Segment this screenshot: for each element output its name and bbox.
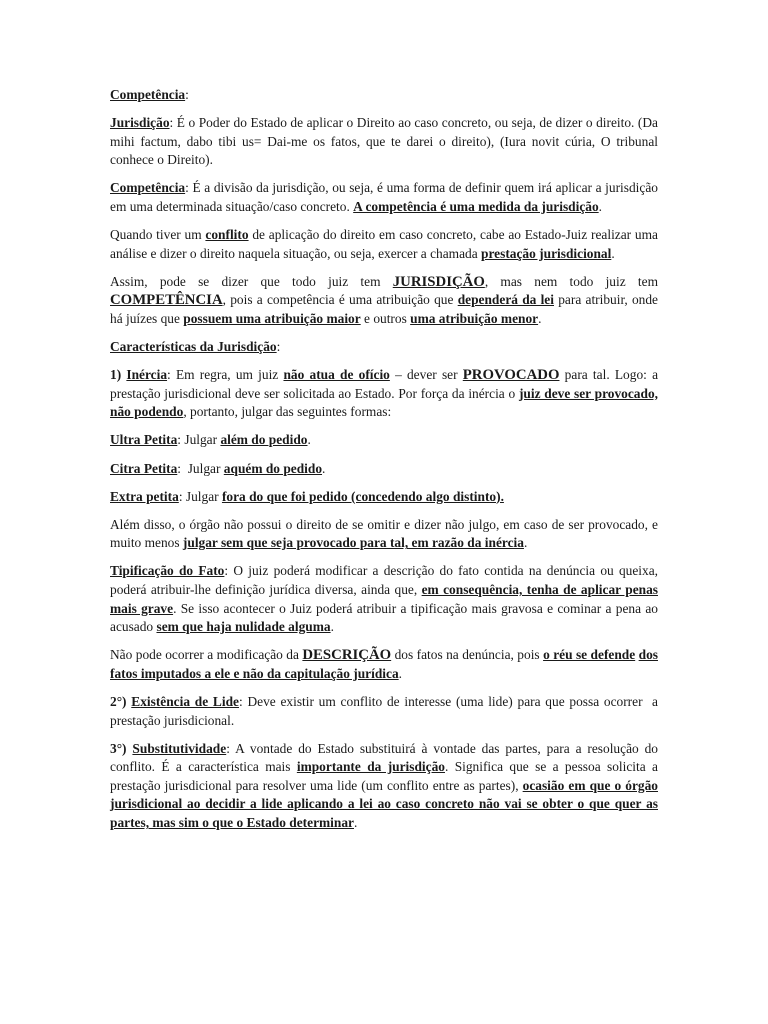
- emphasis: em consequência, tenha de aplicar penas mais grave: [110, 581, 658, 616]
- text: dos fatos na denúncia, pois: [391, 647, 544, 663]
- text: Não pode ocorrer a modificação da: [110, 647, 303, 663]
- emphasis: juiz deve ser provocado, não podendo: [110, 385, 658, 420]
- emphasis: dependerá da lei: [457, 292, 554, 308]
- item-number: 3°): [110, 740, 133, 756]
- text: Além disso, o órgão não possui o direito de se omitir e dizer não julgo, em caso de ser provocado, e muito menos: [110, 516, 658, 551]
- emphasis: ocasião em que o órgão jurisdicional ao decidir a lide aplicando a lei ao caso concreto não vai se obter o que quer as partes, mas sim o que o Estado determinar: [110, 777, 658, 830]
- page-title: Competência: [110, 87, 186, 102]
- item-number: 1): [110, 367, 127, 383]
- emphasis: conflito: [205, 227, 249, 243]
- text: Assim, pode se dizer que todo juiz tem: [110, 273, 393, 289]
- text: .: [398, 665, 403, 681]
- text: , portanto, julgar das seguintes formas:: [183, 404, 392, 420]
- emphasis: A competência é uma medida da jurisdição: [353, 198, 599, 214]
- text: .: [354, 815, 358, 830]
- paragraph-inercia: [110, 366, 658, 422]
- text: .: [598, 198, 603, 214]
- text: . Significa que se a pessoa solicita a prestação jurisdicional para resolver uma lide (um conflito entre as partes),: [110, 759, 658, 793]
- text: .: [330, 619, 334, 635]
- text: – dever ser: [389, 367, 463, 383]
- text: : Julgar: [177, 432, 221, 448]
- emphasis: PROVOCADO: [462, 367, 560, 384]
- text: .: [611, 245, 615, 261]
- paragraph-lide: [110, 693, 662, 730]
- emphasis: possuem uma atribuição maior: [183, 310, 361, 326]
- text: : Julgar: [177, 460, 224, 476]
- text: de aplicação do direito em caso concreto, cabe ao Estado-Juiz realizar uma análise e dizer o direito naquela situação, ou seja, exercer a chamada: [110, 227, 658, 261]
- item-number: 2°): [110, 693, 132, 709]
- emphasis: o réu se defende: [543, 647, 636, 663]
- emphasis: dos fatos imputados a ele e não da capitulação jurídica: [110, 647, 658, 681]
- text: .: [523, 535, 528, 551]
- paragraph-alem: [110, 516, 658, 553]
- text: . Se isso acontecer o Juiz poderá atribuir a tipificação mais gravosa e cominar a pena ao acusado: [110, 600, 658, 635]
- term-jurisdicao: Jurisdição: [110, 115, 170, 131]
- text: .: [538, 310, 542, 326]
- text: : É a divisão da jurisdição, ou seja, é uma forma de definir quem irá aplicar a jurisdição em uma determinada situação/caso concreto.: [110, 180, 658, 214]
- paragraph-assim: [110, 273, 658, 329]
- paragraph-jurisdicao: [110, 114, 658, 170]
- text: para atribuir, onde há juízes que: [110, 292, 659, 326]
- paragraph-substitutividade: [110, 740, 658, 833]
- emphasis: JURISDIÇÃO: [392, 273, 485, 290]
- emphasis: importante da jurisdição: [296, 759, 445, 775]
- emphasis: uma atribuição menor: [410, 310, 539, 326]
- emphasis: julgar sem que seja provocado para tal, em razão da inércia: [182, 535, 524, 551]
- text: : O juiz poderá modificar a descrição do fato contida na denúncia ou queixa, poderá atribuir-lhe definição jurídica diversa, ainda que,: [110, 563, 658, 597]
- emphasis: fora do que foi pedido (concedendo algo distinto).: [221, 488, 504, 504]
- paragraph-descricao: [110, 646, 658, 683]
- paragraph-tipificacao: [110, 562, 658, 636]
- term-tipificacao: Tipificação do Fato: [110, 563, 225, 579]
- title-paragraph: Competência:: [110, 87, 189, 102]
- emphasis: COMPETÊNCIA: [110, 292, 223, 309]
- text: : É o Poder do Estado de aplicar o Direito ao caso concreto, ou seja, de dizer o direito. (Da mihi factum, dabo tibi us= Dai-me os fatos, que te darei o direito), (Iura novit cúria, O tribunal conhece o Direito).: [110, 115, 658, 168]
- text: .: [307, 432, 311, 448]
- term-inercia: Inércia: [126, 367, 168, 383]
- emphasis: prestação jurisdicional: [481, 245, 612, 261]
- term-extra-petita: Extra petita: [110, 488, 179, 504]
- text: : Deve existir um conflito de interesse (uma lide) para que possa ocorrer a prestação jurisdicional.: [110, 693, 662, 728]
- text: Quando tiver um: [110, 227, 206, 243]
- emphasis: sem que haja nulidade alguma: [156, 619, 331, 635]
- text: : A vontade do Estado substituirá à vontade das partes, para a resolução do conflito. É a característica mais: [110, 740, 659, 775]
- paragraph-conflito: [110, 226, 658, 263]
- emphasis: além do pedido: [220, 432, 308, 448]
- emphasis: DESCRIÇÃO: [302, 647, 392, 664]
- section-heading: Características da Jurisdição: [110, 339, 277, 355]
- caracteristicas-heading-paragraph: Características da Jurisdição:: [110, 339, 281, 355]
- term-lide: Existência de Lide: [131, 693, 239, 709]
- term-substitutividade: Substitutividade: [132, 740, 227, 756]
- term-citra-petita: Citra Petita: [110, 460, 178, 476]
- paragraph-citra-petita: [110, 460, 658, 479]
- paragraph-competencia: [110, 179, 658, 216]
- paragraph-ultra-petita: [110, 431, 658, 450]
- text: e outros: [360, 310, 411, 326]
- text: para tal. Logo: a prestação jurisdicional deve ser solicitada ao Estado. Por força da inércia o: [110, 367, 659, 401]
- term-competencia: Competência: [110, 180, 186, 196]
- term-ultra-petita: Ultra Petita: [110, 432, 178, 448]
- emphasis: aquém do pedido: [223, 460, 323, 476]
- text: : Em regra, um juiz: [167, 367, 284, 383]
- text: , pois a competência é uma atribuição que: [222, 292, 458, 308]
- paragraph-extra-petita: [110, 488, 658, 507]
- emphasis: não atua de ofício: [283, 367, 390, 383]
- text: : Julgar: [178, 488, 222, 504]
- text: .: [322, 460, 326, 476]
- text: , mas nem todo juiz tem: [484, 273, 658, 289]
